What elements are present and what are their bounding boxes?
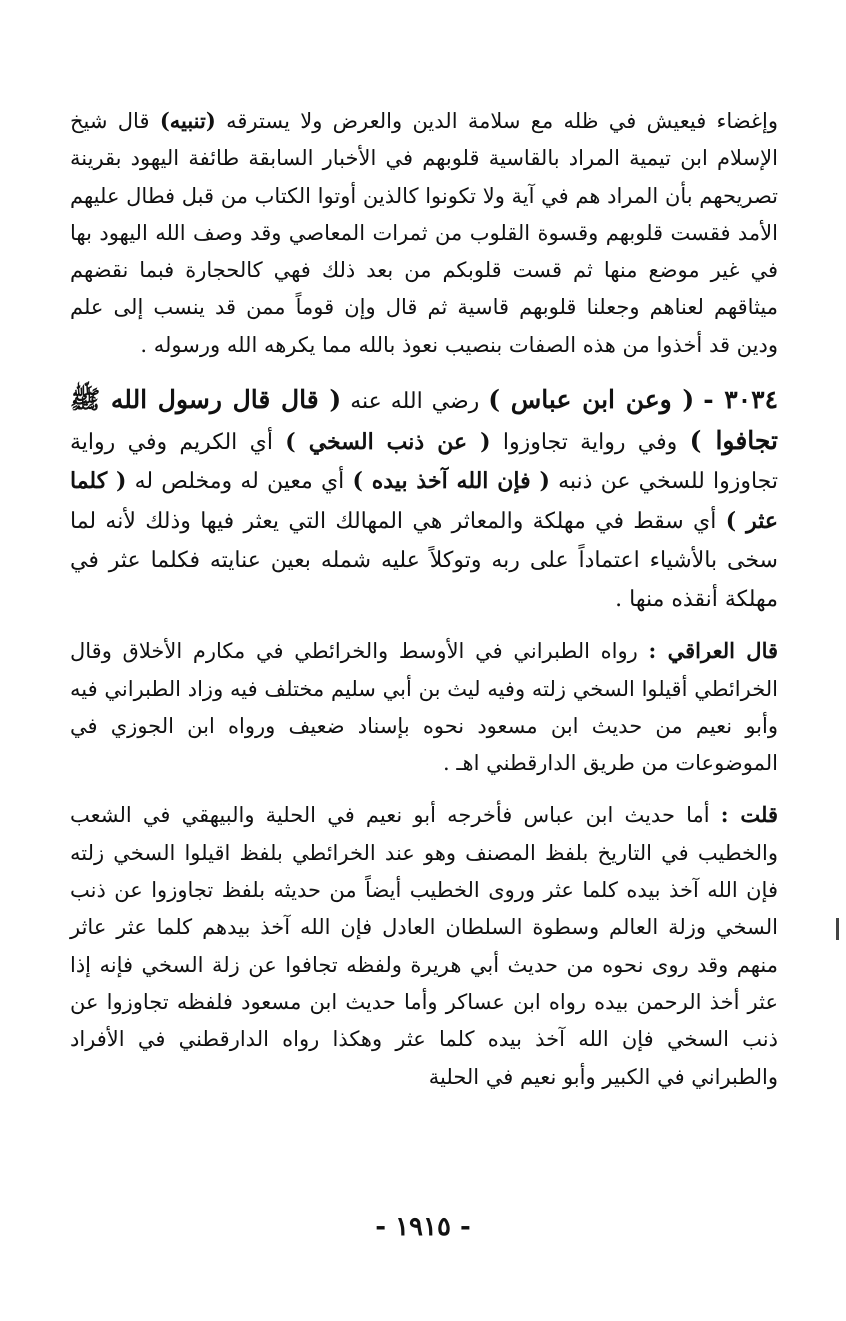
qultu-label: قلت : bbox=[720, 802, 778, 828]
paragraph-body: أما حديث ابن عباس فأخرجه أبو نعيم في الحلية والبيهقي في الشعب والخطيب في التاريخ بلفظ المصنف وهو عند الخرائطي بلفظ اقيلوا السخي زلته فإن الله آخذ بيده كلما عثر وروى الخطيب أيضاً من حديثه بلفظ تجاوزوا عن ذنب السخي وزلة العالم وسطوة السلطان العادل فإن الله آخذ بيدهم كلما عثر عاثر منهم وقد روى نحوه من حديث أبي هريرة ولفظه تجافوا عن زلة السخي فإنه إذا عثر أخذ الرحمن بيده رواه ابن عساكر وأما حديث ابن مسعود فلفظه تجاوزوا عن ذنب السخي فإن الله آخذ بيده كلما عثر وهكذا رواه الدارقطني في الأفراد والطبراني في الكبير وأبو نعيم في الحلية bbox=[70, 803, 778, 1089]
paragraph-lead: وإغضاء فيعيش في ظله مع سلامة الدين والعرض ولا يسترقه bbox=[226, 109, 778, 133]
paragraph-hadith-3034 bbox=[70, 380, 778, 619]
paragraph-tanbih bbox=[70, 102, 778, 364]
spacer bbox=[70, 364, 778, 380]
hadith-text-part: ( وعن ابن عباس ) bbox=[488, 385, 695, 415]
margin-mark bbox=[836, 918, 839, 940]
paragraph-iraqi bbox=[70, 632, 778, 782]
paragraph-body: قال شيخ الإسلام ابن تيمية المراد بالقاسية قلوبهم في الأخبار السابقة طائفة اليهود بقرينة تصريحهم بأن المراد هم في آية ولا تكونوا كالذين أوتوا الكتاب من قبل فطال عليهم الأمد فقست قلوبهم وقسوة القلوب من ثمرات المعاصي وقد وصف الله اليهود بها في غير موضع منها ثم قست قلوبكم من بعد ذلك فهي كالحجارة فبما نقضهم ميثاقهم لعناهم وجعلنا قلوبهم قاسية ثم قال وإن قوماً ممن قد ينسب إلى علم ودين قد أخذوا من هذه الصفات بنصيب نعوذ بالله مما يكرهه الله ورسوله . bbox=[70, 109, 778, 357]
hadith-text-part: ( فإن الله آخذ بيده ) bbox=[352, 468, 550, 495]
hadith-text-part: ( قال قال رسول الله ﷺ تجافوا ) bbox=[70, 385, 779, 456]
page-number: - ١٩١٥ - bbox=[375, 1212, 471, 1242]
paragraph-qultu bbox=[70, 796, 778, 1095]
hadith-text-part: ( عن ذنب السخي ) bbox=[285, 429, 491, 456]
spacer bbox=[70, 619, 778, 632]
commentary-text: أي سقط في مهلكة والمعاثر هي المهالك التي يعثر فيها وذلك لأنه لما سخى بالأشياء اعتماداً على ربه وتوكلاً عليه شمله بعين عنايته فكلما عثر في مهلكة أنقذه منها . bbox=[70, 508, 778, 613]
tanbih-heading: (تنبيه) bbox=[159, 108, 216, 133]
commentary-text: وفي رواية تجاوزوا bbox=[502, 430, 678, 456]
iraqi-label: قال العراقي : bbox=[648, 638, 778, 664]
commentary-text: أي الكريم وفي رواية تجاوزوا للسخي عن ذنبه bbox=[70, 430, 779, 495]
commentary-text: رضي الله عنه bbox=[350, 389, 480, 415]
hadith-number: ٣٠٣٤ - bbox=[703, 385, 778, 415]
spacer bbox=[70, 782, 778, 796]
commentary-text: أي معين له ومخلص له bbox=[134, 469, 345, 495]
paragraph-body: رواه الطبراني في الأوسط والخرائطي في مكارم الأخلاق وقال الخرائطي أقيلوا السخي زلته وفيه ليث بن أبي سليم مختلف فيه وزاد الطبراني فيه وأبو نعيم من حديث ابن مسعود نحوه بإسناد ضعيف ورواه ابن الجوزي في الموضوعات من طريق الدارقطني اهـ . bbox=[70, 639, 778, 776]
hadith-text-part: ( كلما عثر ) bbox=[70, 468, 778, 534]
